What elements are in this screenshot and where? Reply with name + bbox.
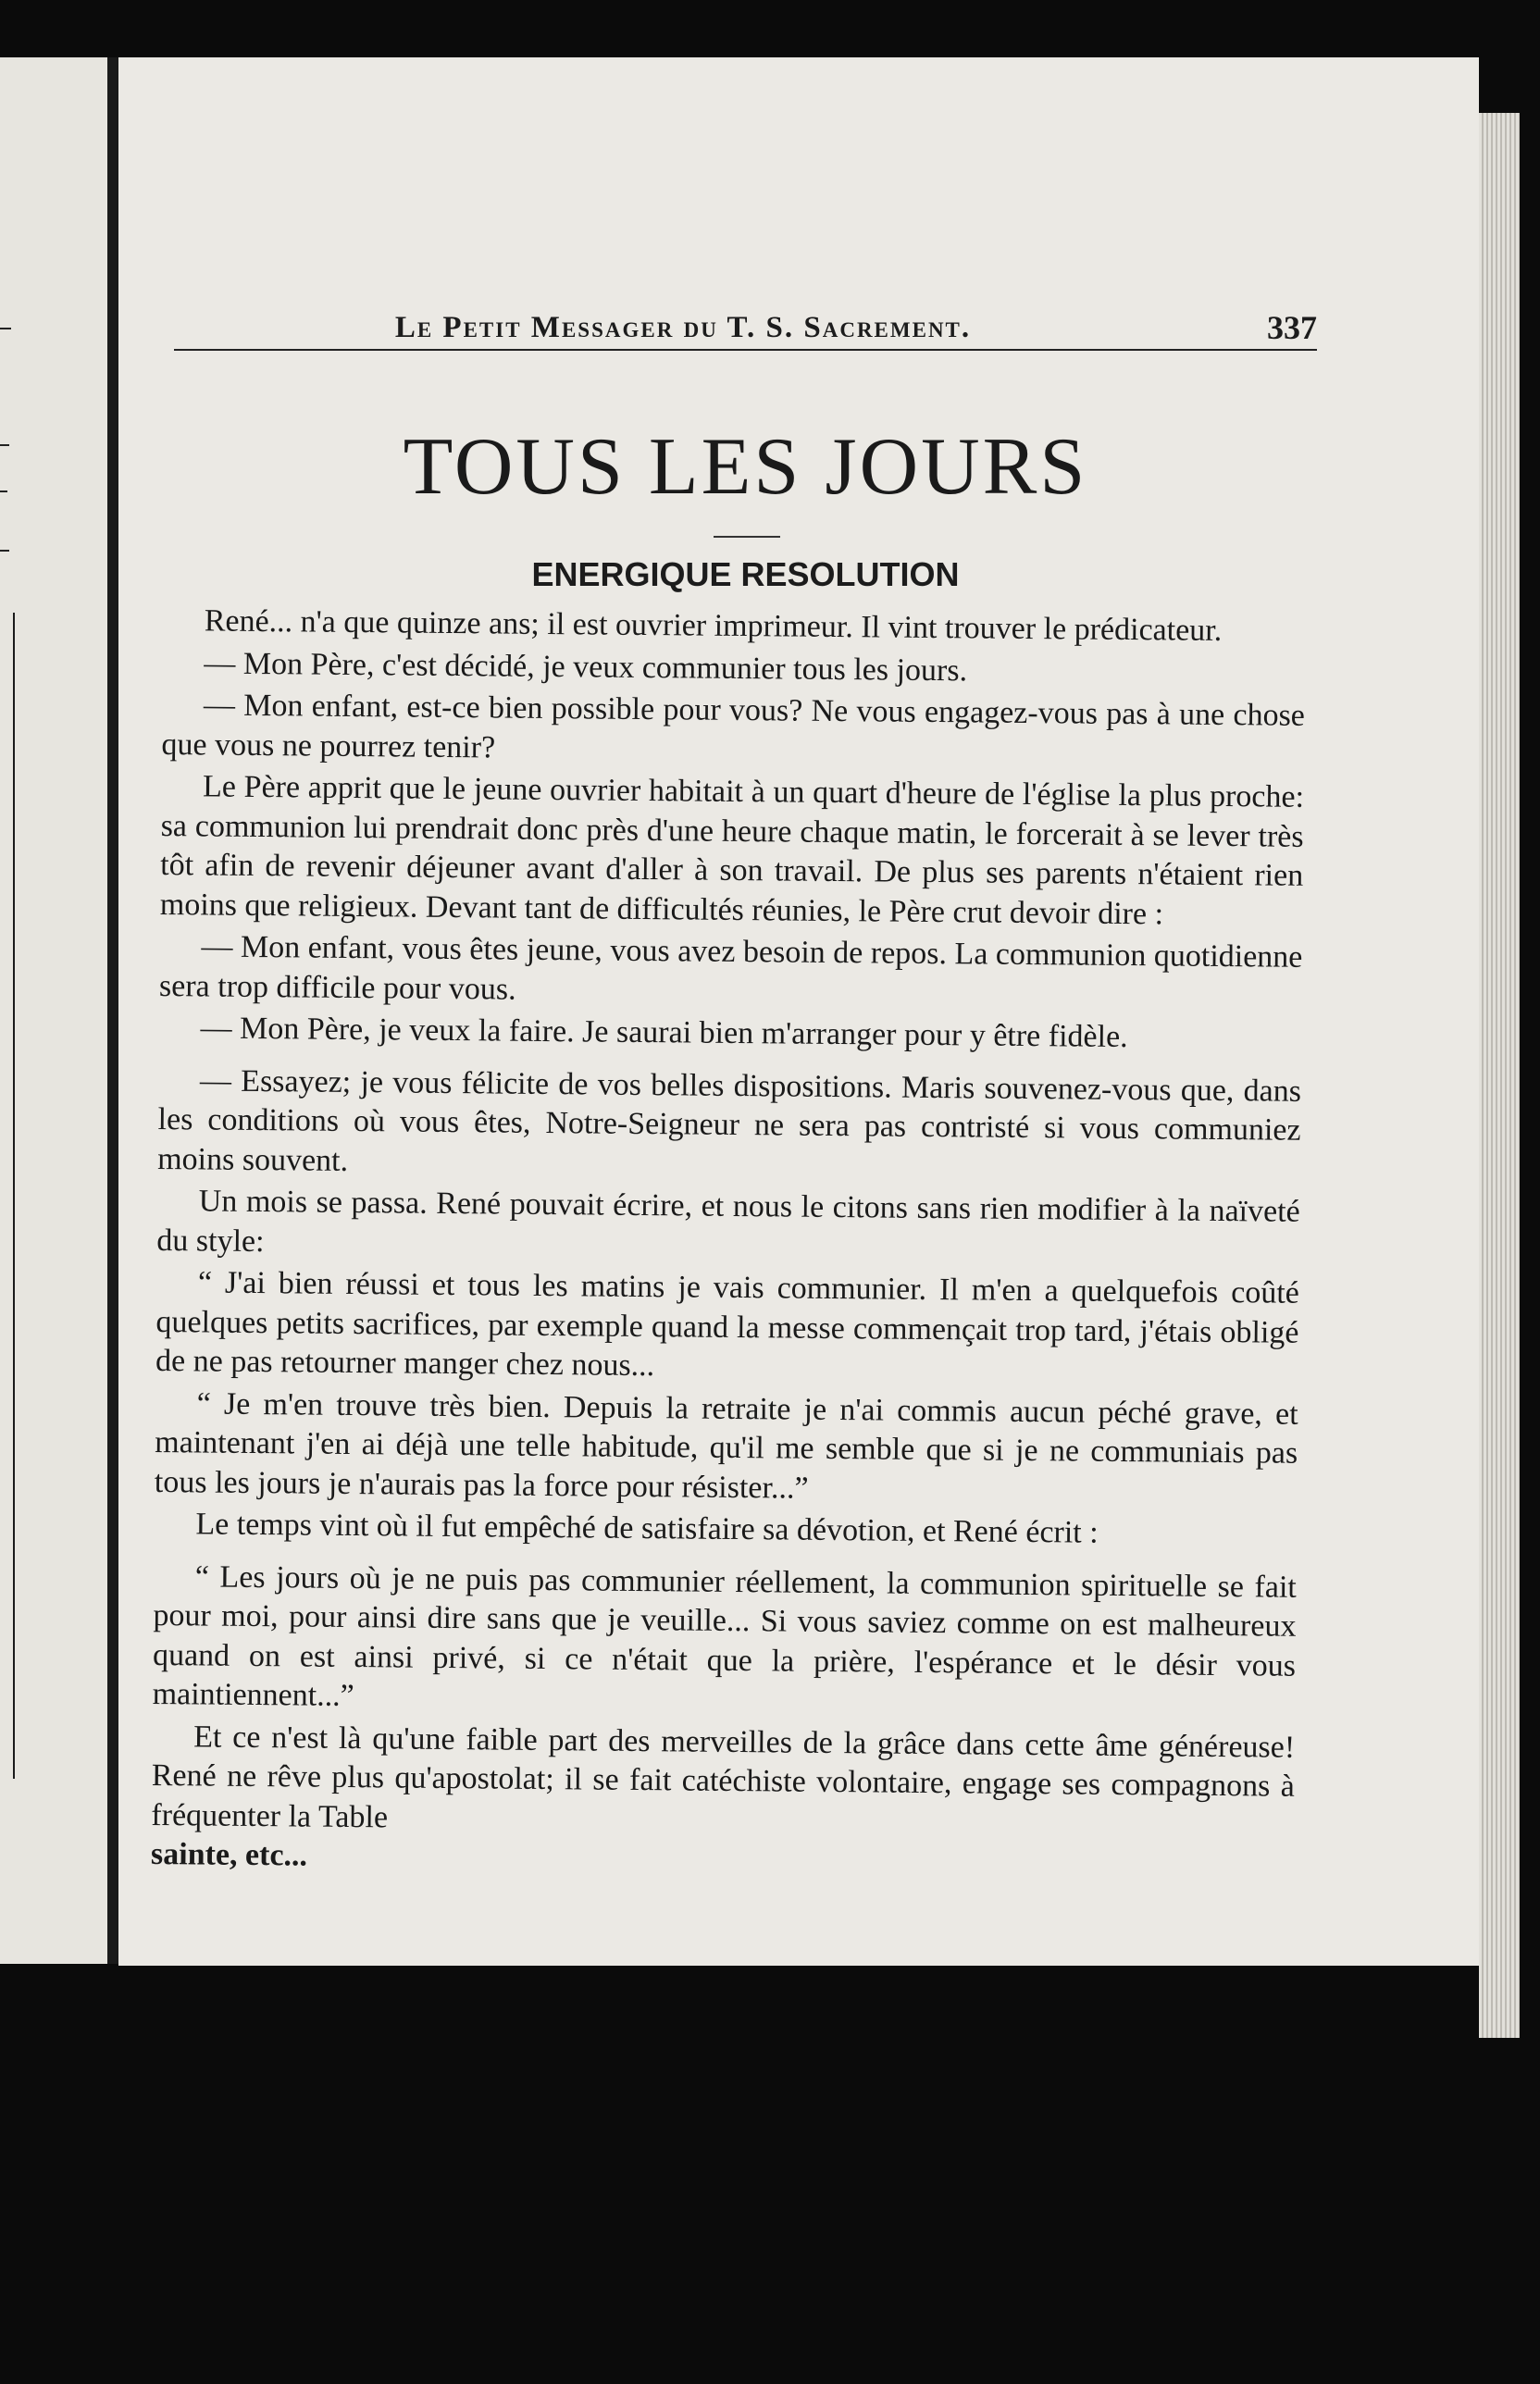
facing-page-mark [0,444,9,446]
facing-page-edge [0,57,107,1964]
paragraph: — Mon Père, c'est décidé, je veux communier tous les jours. [204,645,968,688]
title-divider [714,536,780,538]
running-head: Le Petit Messager du T. S. Sacrement. [394,311,972,344]
facing-page-mark [0,490,7,492]
paragraph: Un mois se passa. René pouvait écrire, et nous le citons sans rien modifier à la naïveté du style: [156,1184,1300,1259]
facing-page-mark [0,328,11,329]
paragraph: “ Je m'en trouve très bien. Depuis la retraite je n'ai commis aucun péché grave, et maintenant j'en ai déjà une telle habitude, qu'il me semble que si je ne communiais pas tous les jours je n'aurais pas la force pour résister...” [154,1385,1298,1506]
article-body [151,602,1306,1885]
paragraph: — Essayez; je vous félicite de vos belles dispositions. Maris souvenez-vous que, dans les conditions où vous êtes, Notre-Seigneur ne sera pas contristé si vous communiez moins souvent. [157,1062,1302,1178]
page-number: 337 [1267,309,1317,346]
paragraph: “ J'ai bien réussi et tous les matins je vais communier. Il m'en a quelquefois coûté quelques petits sacrifices, par exemple quand la messe commençait trop tard, j'étais obligé de ne pas retourner manger chez nous... [155,1265,1300,1384]
paragraph: — Mon enfant, vous êtes jeune, vous avez besoin de repos. La communion quotidienne sera trop difficile pour vous. [158,929,1303,1007]
article-subtitle: ENERGIQUE RESOLUTION [531,555,960,593]
paragraph: René... n'a que quinze ans; il est ouvrier imprimeur. Il vint trouver le prédicateur. [204,603,1223,648]
paragraph: Et ce n'est là qu'une faible part des merveilles de la grâce dans cette âme généreuse! René ne rêve plus qu'apostolat; il se fait catéchiste volontaire, engage ses compagnons à fréquenter la Table [151,1719,1296,1834]
paragraph: — Mon enfant, est-ce bien possible pour vous? Ne vous engagez-vous pas à une chose que vous ne pourrez tenir? [161,688,1306,764]
book-gutter [107,57,118,1964]
paragraph: Le temps vint où il fut empêché de satisfaire sa dévotion, et René écrit : [195,1507,1099,1550]
facing-page-mark [0,550,9,552]
paragraph: “ Les jours où je ne puis pas communier réellement, la communion spirituelle se fait pour moi, pour ainsi dire sans que je veuille... Si vous saviez comme on est malheureux quand on est ainsi privé, si ce n'était que la prière, l'espérance et le désir vous maintiennent...” [152,1558,1298,1714]
article-title: TOUS LES JOURS [403,422,1088,512]
paragraph: Le Père apprit que le jeune ouvrier habitait à un quart d'heure de l'église la plus proche: sa communion lui prendrait donc près d'une heure chaque matin, le forcerait à se lever très tôt afin de revenir déjeuner avant d'aller à son travail. De plus ses parents n'étaient rien moins que religieux. Devant tant de difficultés réunies, le Père crut devoir dire : [159,769,1305,931]
book-page [118,57,1479,1966]
paragraph: — Mon Père, je veux la faire. Je saurai bien m'arranger pour y être fidèle. [200,1011,1128,1055]
closing-line: sainte, etc... [150,1836,308,1873]
facing-page-border [13,613,15,1779]
page-header [174,284,1317,351]
page-stack-edge [1479,113,1520,2038]
